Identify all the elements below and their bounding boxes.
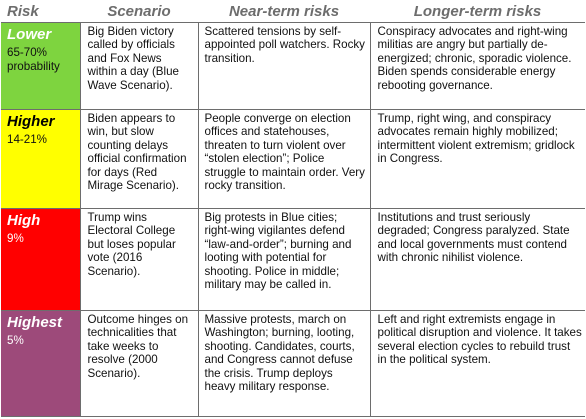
longer-term-cell: Institutions and trust seriously degraded; Congress paralyzed. State and local governments must contend with chronic nihilist violence. [370, 209, 585, 311]
scenario-cell: Outcome hinges on technicalities that take weeks to resolve (2000 Scenario). [80, 311, 198, 417]
header-longer-term-risks: Longer-term risks [370, 0, 585, 23]
near-term-cell: Big protests in Blue cities; right-wing vigilantes defend “law-and-order”; burning and looting with potential for shooting. Police in middle; military may be called in. [198, 209, 370, 311]
risk-cell-high [1, 209, 80, 311]
longer-term-cell: Conspiracy advocates and right-wing militias are angry but partially de-energized; chronic, sporadic violence. Biden spends considerable energy rebooting governance. [370, 23, 585, 110]
near-term-cell: Massive protests, march on Washington; burning, looting, shooting. Candidates, courts, and Congress cannot defuse the crisis. Trump deploys heavy military response. [198, 311, 370, 417]
header-scenario: Scenario [80, 0, 198, 23]
near-term-cell: People converge on election offices and statehouses, threaten to turn violent over “stolen election”; Police struggle to maintain order. Very rocky transition. [198, 110, 370, 209]
risk-probability: 9% [7, 232, 24, 245]
table-row-higher [1, 110, 585, 209]
risk-scenario-table [1, 0, 585, 417]
longer-term-cell: Trump, right wing, and conspiracy advocates remain highly mobilized; intermittent violent extremism; gridlock in Congress. [370, 110, 585, 209]
scenario-cell: Biden appears to win, but slow counting delays official confirmation for days (Red Mirage Scenario). [80, 110, 198, 209]
longer-term-cell: Left and right extremists engage in political disruption and violence. It takes several election cycles to rebuild trust in the political system. [370, 311, 585, 417]
risk-probability: 5% [7, 334, 24, 347]
risk-level-label: Lower [7, 26, 52, 43]
risk-cell-lower [1, 23, 80, 110]
header-risk: Risk [1, 0, 80, 23]
scenario-cell: Trump wins Electoral College but loses popular vote (2016 Scenario). [80, 209, 198, 311]
header-row [1, 0, 585, 23]
risk-cell-highest [1, 311, 80, 417]
table-row-highest [1, 311, 585, 417]
table-row-high [1, 209, 585, 311]
risk-level-label: Higher [7, 113, 55, 130]
risk-level-label: Highest [7, 314, 63, 331]
table-row-lower [1, 23, 585, 110]
risk-probability: 14-21% [7, 133, 47, 146]
risk-level-label: High [7, 212, 41, 229]
scenario-cell: Big Biden victory called by officials and Fox News within a day (Blue Wave Scenario). [80, 23, 198, 110]
near-term-cell: Scattered tensions by self-appointed poll watchers. Rocky transition. [198, 23, 370, 110]
header-near-term-risks: Near-term risks [198, 0, 370, 23]
risk-probability: 65-70% probability [7, 46, 60, 73]
risk-cell-higher [1, 110, 80, 209]
